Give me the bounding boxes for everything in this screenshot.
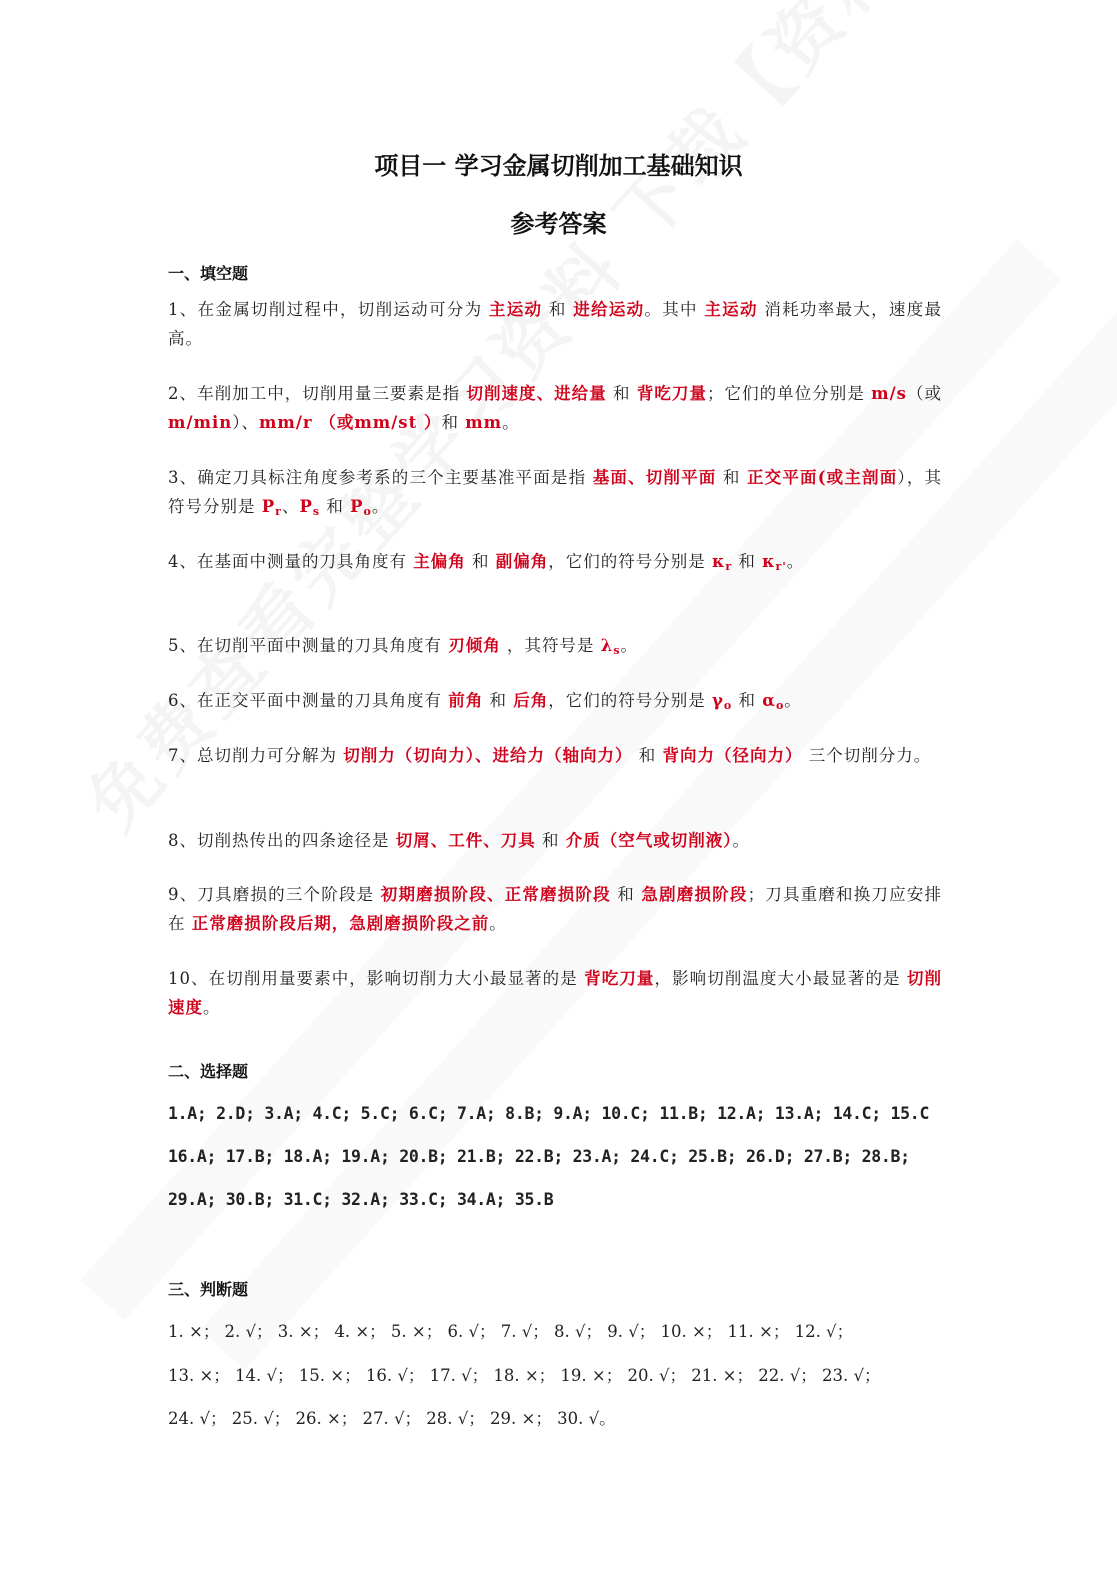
question-8 <box>168 826 942 855</box>
answer-text <box>350 497 372 516</box>
question-text <box>168 885 381 904</box>
text: 介质（空气或切削液） <box>565 831 733 850</box>
question-text <box>733 831 751 850</box>
question-text <box>548 552 712 571</box>
text: P <box>350 497 364 516</box>
page-subtitle: 参考答案 <box>510 210 607 238</box>
answer-text <box>601 636 621 655</box>
text: 2、车削加工中，切削用量三要素是指 <box>168 384 467 403</box>
text: P <box>299 497 313 516</box>
text: ），其符号分别是 <box>168 468 943 516</box>
question-text <box>732 552 762 571</box>
question-text <box>607 384 637 403</box>
text: 。 <box>620 636 639 655</box>
text: 刃倾角 <box>448 636 501 655</box>
answer-line: 1.A; 2.D; 3.A; 4.C; 5.C; 6.C; 7.A; 8.B; 9.A; 10.C; 11.B; 12.A; 13.A; 14.C; 15.C <box>168 1104 930 1123</box>
question-5 <box>168 631 942 660</box>
answer-text <box>584 969 654 988</box>
subscript: o <box>363 505 372 518</box>
subscript: o <box>775 699 785 712</box>
text: 正交平面(或主剖面 <box>746 468 898 487</box>
text: ，它们的符号分别是 <box>548 691 712 710</box>
answer-text <box>299 497 320 516</box>
text: 。 <box>489 914 507 933</box>
text: 和 <box>610 885 642 904</box>
page-title: 项目一 学习金属切削加工基础知识 <box>374 152 743 180</box>
text: 主运动 <box>488 300 543 319</box>
question-text <box>536 831 566 850</box>
answer-text <box>593 468 717 487</box>
subscript: r <box>725 560 733 573</box>
question-text <box>203 998 221 1017</box>
text: （或 <box>906 384 943 403</box>
text: κ <box>712 552 726 571</box>
text: m/min <box>168 413 233 432</box>
text: 和 <box>606 384 637 403</box>
text: α <box>762 691 776 710</box>
text: 。 <box>786 552 805 571</box>
question-3 <box>168 463 942 521</box>
text: ；它们的单位分别是 <box>707 384 872 403</box>
section-judge-heading: 三、判断题 <box>168 1280 249 1299</box>
section-fill-blank-heading: 一、填空题 <box>168 264 249 283</box>
answer-text <box>712 691 732 710</box>
subscript: s <box>312 505 321 518</box>
question-text <box>732 691 762 710</box>
text: 切屑、工件、刀具 <box>395 831 536 850</box>
text: 背向力（径向力） <box>662 746 803 765</box>
text: 。 <box>371 497 390 516</box>
question-10 <box>168 964 942 1022</box>
question-6 <box>168 686 942 715</box>
answer-text <box>343 746 632 765</box>
text: 和 <box>716 468 747 487</box>
text: 和 <box>632 746 663 765</box>
answer-text <box>663 746 803 765</box>
text: 初期磨损阶段、正常磨损阶段 <box>380 885 611 904</box>
question-text <box>621 636 639 655</box>
answer-text <box>762 552 787 571</box>
text: ，它们的符号分别是 <box>548 552 712 571</box>
answer-text <box>466 384 606 403</box>
text: 副偏角 <box>495 552 549 571</box>
answer-line: 13. ×； 14. √； 15. ×； 16. √； 17. √； 18. ×； 19. ×； 20. √； 21. ×； 22. √； 23. √； <box>168 1365 881 1385</box>
text: 和 <box>535 831 566 850</box>
question-9 <box>168 880 942 938</box>
answer-text <box>168 413 232 432</box>
answer-text <box>413 552 466 571</box>
question-text <box>654 969 906 988</box>
text: 和 <box>732 691 763 710</box>
answer-line: 29.A; 30.B; 31.C; 32.A; 33.C; 34.A; 35.B <box>168 1190 554 1209</box>
text: 切削速度 <box>168 969 943 1017</box>
judge-answers <box>168 1310 958 1441</box>
question-text <box>168 691 448 710</box>
answer-text <box>704 300 757 319</box>
text: ）、 <box>232 413 259 432</box>
answer-text <box>712 552 732 571</box>
question-text <box>282 497 300 516</box>
text: 3、确定刀具标注角度参考系的三个主要基准平面是指 <box>168 468 593 487</box>
subscript: r <box>275 505 282 518</box>
question-text <box>489 914 507 933</box>
answer-line: 16.A; 17.B; 18.A; 19.A; 20.B; 21.B; 22.B; 23.A; 24.C; 25.B; 26.D; 27.B; 28.B; <box>168 1147 910 1166</box>
question-text <box>168 384 466 403</box>
text: 后角 <box>513 691 549 710</box>
answer-line: 24. √； 25. √； 26. ×； 27. √； 28. √； 29. ×； 30. √。 <box>168 1409 616 1428</box>
text: 前角 <box>448 691 484 710</box>
question-text <box>168 636 448 655</box>
answer-text <box>641 885 747 904</box>
question-text <box>501 636 601 655</box>
text: 。 <box>203 998 221 1017</box>
text: 背吃刀量 <box>636 384 708 403</box>
text: 5、在切削平面中测量的刀具角度有 <box>168 636 449 655</box>
answer-line: 1. ×； 2. √； 3. ×； 4. ×； 5. ×； 6. √； 7. √； 8. √； 9. √； 10. ×； 11. ×； 12. √； <box>168 1322 854 1341</box>
answer-text <box>496 552 549 571</box>
text: P <box>261 497 276 516</box>
text: 和 <box>320 497 351 516</box>
answer-text <box>871 384 907 403</box>
text: 6、在正交平面中测量的刀具角度有 <box>168 691 449 710</box>
text: 主偏角 <box>413 552 466 571</box>
text: 8、切削热传出的四条途径是 <box>168 831 396 850</box>
question-text <box>483 691 513 710</box>
answer-text <box>489 300 542 319</box>
question-text <box>716 468 747 487</box>
subscript: r' <box>775 560 787 573</box>
section-choice-heading: 二、选择题 <box>168 1062 249 1081</box>
text: 主运动 <box>704 300 758 319</box>
text: λ <box>600 636 614 655</box>
answer-text <box>513 691 548 710</box>
text: 正常磨损阶段后期，急剧磨损阶段之前 <box>191 914 490 933</box>
text: 和 <box>441 413 466 432</box>
question-text <box>168 552 413 571</box>
question-text <box>542 300 573 319</box>
answer-text <box>259 413 441 432</box>
text: 切削速度、进给量 <box>466 384 607 403</box>
answer-text <box>637 384 707 403</box>
choice-answers <box>168 1092 958 1221</box>
question-text <box>441 413 465 432</box>
answer-text <box>396 831 536 850</box>
text: 9、刀具磨损的三个阶段是 <box>168 885 381 904</box>
text: 。 <box>732 831 750 850</box>
text: 和 <box>483 691 514 710</box>
text: 10、在切削用量要素中，影响切削力大小最显著的是 <box>168 969 585 988</box>
question-4 <box>168 547 942 576</box>
text: 进给运动 <box>573 300 645 319</box>
text: 7、总切削力可分解为 <box>168 746 344 765</box>
question-text <box>907 384 942 403</box>
answer-text <box>381 885 611 904</box>
question-1 <box>168 295 942 353</box>
question-text <box>168 746 343 765</box>
question-text <box>320 497 350 516</box>
text: 1、在金属切削过程中，切削运动可分为 <box>168 300 489 319</box>
answer-text <box>448 636 501 655</box>
text: 切削力（切向力）、进给力（轴向力） <box>343 746 633 765</box>
text: 。 <box>784 691 802 710</box>
text: ；刀具重磨和换刀应安排在 <box>168 885 943 933</box>
text: mm <box>465 413 503 432</box>
answer-text <box>192 914 490 933</box>
question-text <box>466 552 496 571</box>
text: 三个切削分力。 <box>802 746 932 765</box>
text: γ <box>712 691 724 710</box>
question-text <box>707 384 871 403</box>
answer-text <box>465 413 502 432</box>
text: κ <box>762 552 776 571</box>
question-text <box>548 691 712 710</box>
text: 和 <box>542 300 574 319</box>
answer-text <box>566 831 733 850</box>
text: 消耗功率最大，速度最高。 <box>168 300 943 348</box>
question-text <box>787 552 805 571</box>
answer-text <box>262 497 282 516</box>
text: 和 <box>732 552 763 571</box>
subscript: s <box>613 644 621 657</box>
question-text <box>784 691 802 710</box>
text: 4、在基面中测量的刀具角度有 <box>168 552 414 571</box>
text: 。其中 <box>644 300 705 319</box>
question-7 <box>168 741 942 770</box>
question-text <box>372 497 390 516</box>
question-text <box>803 746 932 765</box>
text: m/s <box>871 384 907 403</box>
answer-text <box>573 300 644 319</box>
question-text <box>168 300 489 319</box>
question-text <box>168 831 396 850</box>
text: 、 <box>281 497 300 516</box>
text: 基面、切削平面 <box>592 468 717 487</box>
question-2 <box>168 379 942 437</box>
text: ，影响切削温度大小最显著的是 <box>654 969 907 988</box>
question-text <box>644 300 704 319</box>
text: 。 <box>502 413 520 432</box>
text: 急剧磨损阶段 <box>641 885 748 904</box>
answer-text <box>762 691 784 710</box>
subscript: o <box>723 699 733 712</box>
question-text <box>232 413 259 432</box>
question-text <box>502 413 520 432</box>
text: ，其符号是 <box>500 636 601 655</box>
question-text <box>611 885 642 904</box>
question-text <box>633 746 663 765</box>
text: 和 <box>465 552 496 571</box>
question-text <box>168 468 593 487</box>
answer-text <box>747 468 897 487</box>
text: mm/r （或mm/st ） <box>258 413 442 432</box>
question-text <box>168 969 584 988</box>
answer-text <box>448 691 483 710</box>
text: 背吃刀量 <box>584 969 655 988</box>
